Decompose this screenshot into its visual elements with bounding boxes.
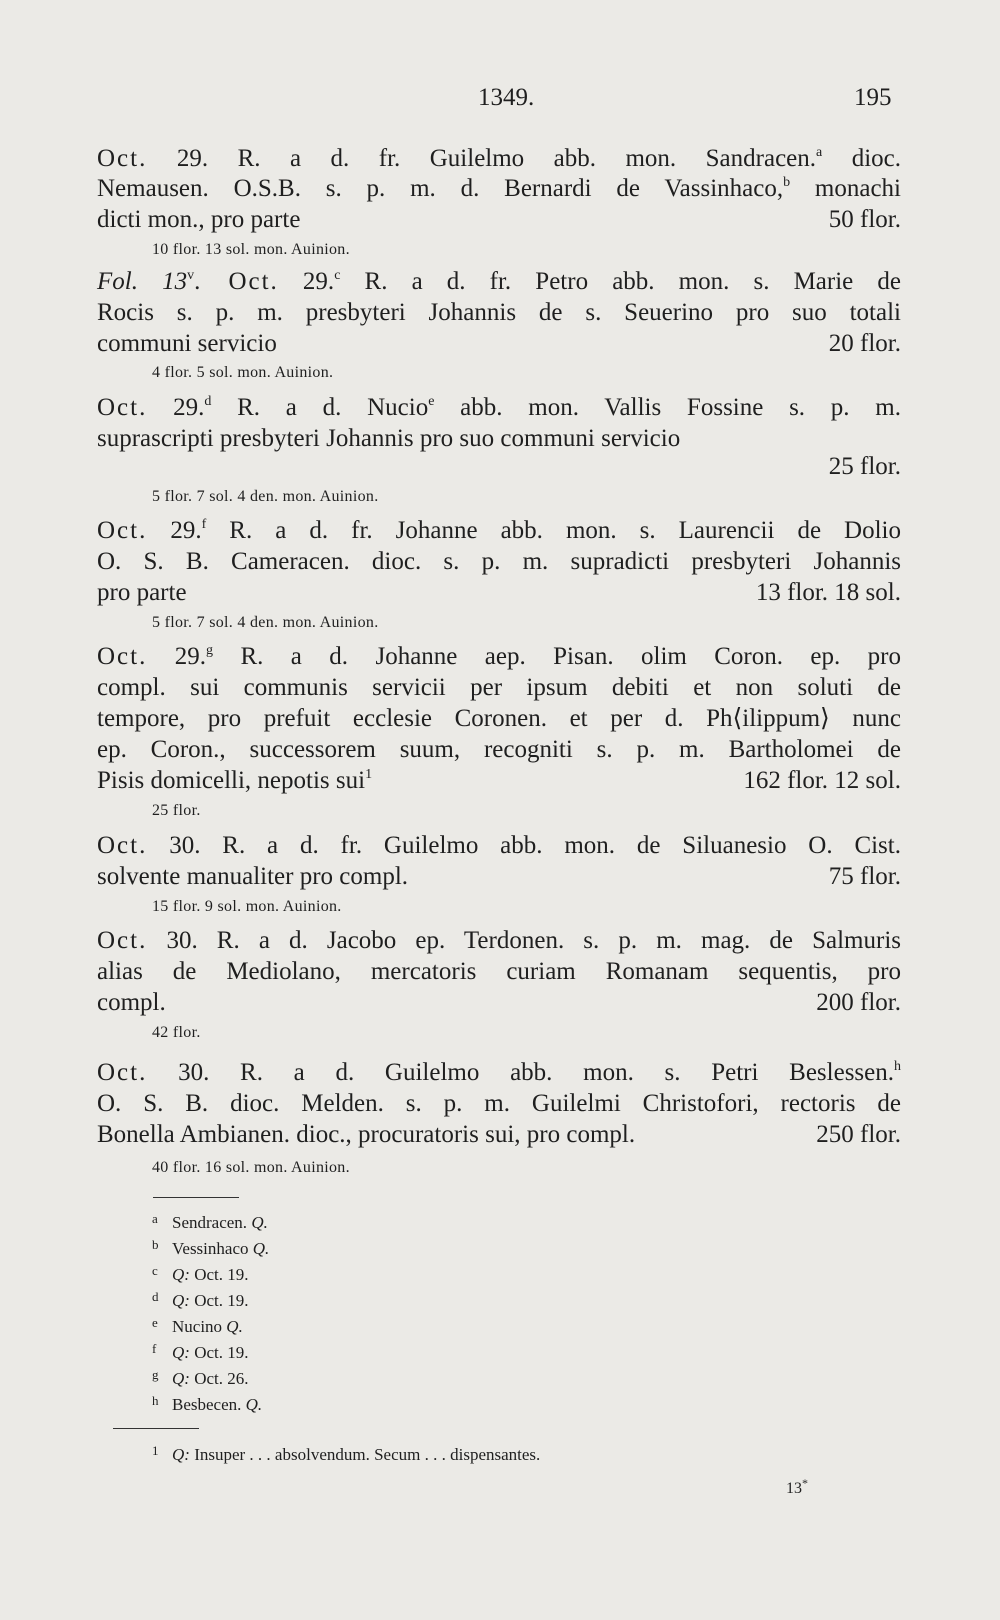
entry-1-line-3: dicti mon., pro parte 50 flor. [97,206,901,233]
running-head-year: 1349. [478,84,535,111]
entry-2-line-3: communi servicio 20 flor. [97,330,901,357]
entry-7-line-2: alias de Mediolano, mercatoris curiam Romanam sequentis, pro [97,958,901,985]
entry-2-note: 4 flor. 5 sol. mon. Auinion. [152,364,334,381]
entry-4-note: 5 flor. 7 sol. 4 den. mon. Auinion. [152,614,379,631]
entry-5-line-4: ep. Coron., successorem suum, recogniti s. p. m. Bartholomei de [97,736,901,763]
footnote-d: d Q: Oct. 19. [152,1289,249,1310]
entry-1-note: 10 flor. 13 sol. mon. Auinion. [152,241,350,258]
entry-1-line-1: Oct. 29. R. a d. fr. Guilelmo abb. mon. Sandracen.$^a$ dioc. [97,145,901,172]
entry-3-note: 5 flor. 7 sol. 4 den. mon. Auinion. [152,488,379,505]
footnote-g: g Q: Oct. 26. [152,1367,249,1388]
entry-3-amount: 25 flor. [828,453,901,480]
entry-4-line-3: pro parte 13 flor. 18 sol. [97,579,901,606]
entry-3-line-1: Oct. 29.$^d$ R. a d. Nucio$^e$ abb. mon. Vallis Fossine s. p. m. [97,394,901,421]
entry-5-line-1: Oct. 29.$^g$ R. a d. Johanne aep. Pisan. olim Coron. ep. pro [97,643,901,670]
entry-5-note: 25 flor. [152,802,201,819]
footnote-c: c Q: Oct. 19. [152,1263,249,1284]
entry-5-amount: 162 flor. 12 sol. [743,767,901,794]
entry-7-amount: 200 flor. [816,989,901,1016]
entry-6-line-1: Oct. 30. R. a d. fr. Guilelmo abb. mon. de Siluanesio O. Cist. [97,832,901,859]
footnote-a: a Sendracen. Q. [152,1211,268,1232]
entry-1-line-2: Nemausen. O.S.B. s. p. m. d. Bernardi de Vassinhaco,$^b$ monachi [97,175,901,202]
entry-7-note: 42 flor. [152,1024,201,1041]
entry-4-line-1: Oct. 29.$^f$ R. a d. fr. Johanne abb. mon. s. Laurencii de Dolio [97,517,901,544]
footnote-h: h Besbecen. Q. [152,1393,263,1414]
entry-2-amount: 20 flor. [828,330,901,357]
footnote-f: f Q: Oct. 19. [152,1341,249,1362]
entry-6-note: 15 flor. 9 sol. mon. Auinion. [152,898,342,915]
entry-2-line-1: Fol. 13$^v$. Oct. 29.$^c$ R. a d. fr. Petro abb. mon. s. Marie de [97,268,901,295]
entry-4-amount: 13 flor. 18 sol. [755,579,901,606]
entry-4-line-2: O. S. B. Cameracen. dioc. s. p. m. supradicti presbyteri Johannis [97,548,901,575]
footnote-rule-2 [113,1428,199,1429]
footnote-b: b Vessinhaco Q. [152,1237,270,1258]
entry-2-line-2: Rocis s. p. m. presbyteri Johannis de s. Seuerino pro suo totali [97,299,901,326]
entry-8-amount: 250 flor. [816,1121,901,1148]
entry-8-line-1: Oct. 30. R. a d. Guilelmo abb. mon. s. Petri Beslessen.$^h$ [97,1059,901,1086]
entry-8-note: 40 flor. 16 sol. mon. Auinion. [152,1159,350,1176]
footnote-1: 1 Q: Insuper . . . absolvendum. Secum . . . dispensantes. [152,1443,541,1464]
entry-7-line-1: Oct. 30. R. a d. Jacobo ep. Terdonen. s. p. m. mag. de Salmuris [97,927,901,954]
footnote-e: e Nucino Q. [152,1315,243,1336]
footnote-rule [153,1197,239,1198]
entry-5-line-2: compl. sui communis servicii per ipsum debiti et non soluti de [97,674,901,701]
entry-8-line-2: O. S. B. dioc. Melden. s. p. m. Guilelmi Christofori, rectoris de [97,1090,901,1117]
entry-6-line-2: solvente manualiter pro compl. 75 flor. [97,863,901,890]
page-number: 195 [854,84,892,111]
entry-5-line-5: Pisis domicelli, nepotis sui$^1$ 162 flor. 12 sol. [97,767,901,794]
entry-6-amount: 75 flor. [828,863,901,890]
entry-7-line-3: compl. 200 flor. [97,989,901,1016]
entry-1-amount: 50 flor. [828,206,901,233]
entry-8-line-3: Bonella Ambianen. dioc., procuratoris sui, pro compl. 250 flor. [97,1121,901,1148]
entry-5-line-3: tempore, pro prefuit ecclesie Coronen. et per d. Ph⟨ilippum⟩ nunc [97,705,901,732]
entry-3-line-2: suprascripti presbyteri Johannis pro suo communi servicio [97,425,681,452]
signature-mark: 13* [786,1476,808,1497]
